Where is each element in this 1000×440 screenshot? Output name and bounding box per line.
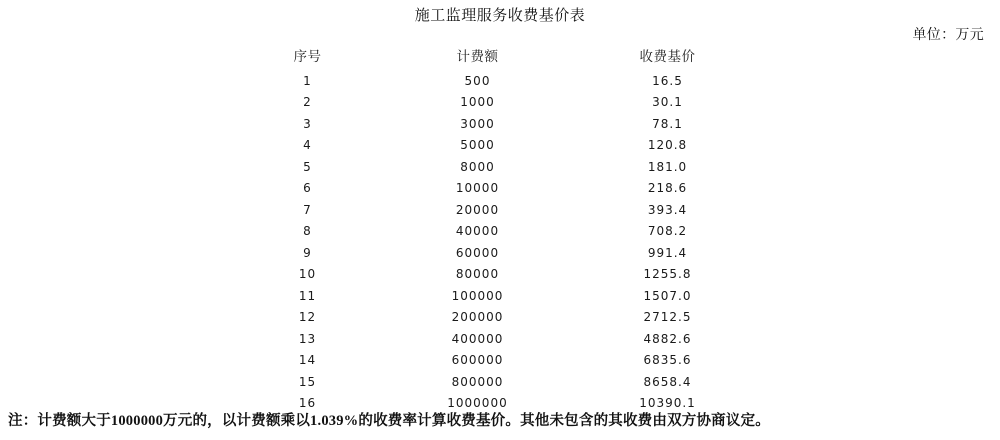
cell-base-fee: 120.8 xyxy=(647,138,688,152)
table-row xyxy=(235,307,760,329)
table-row xyxy=(235,243,760,265)
column-header-base-fee: 收费基价 xyxy=(639,49,696,64)
cell-index: 16 xyxy=(298,396,317,410)
cell-index: 7 xyxy=(303,202,312,217)
table-row xyxy=(235,350,760,372)
cell-base-fee: 181.0 xyxy=(647,159,688,174)
table-row xyxy=(235,178,760,200)
unit-label: 单位：万元 xyxy=(912,28,984,43)
table-note: 注：计费额大于1000000万元的，以计费额乘以1.039%的收费率计算收费基价。其他未包含的其收费由双方协商议定。 xyxy=(8,413,770,429)
cell-amount: 500 xyxy=(464,73,491,88)
table-row xyxy=(235,372,760,394)
cell-amount: 200000 xyxy=(451,310,504,324)
cell-index: 2 xyxy=(303,95,312,109)
cell-base-fee: 708.2 xyxy=(647,224,688,238)
cell-base-fee: 1507.0 xyxy=(643,288,692,303)
cell-index: 12 xyxy=(298,310,317,324)
cell-amount: 1000 xyxy=(460,95,495,109)
cell-amount: 600000 xyxy=(451,353,504,367)
cell-amount: 10000 xyxy=(455,181,500,195)
table-header-row xyxy=(235,46,760,71)
cell-base-fee: 991.4 xyxy=(647,245,688,260)
cell-index: 11 xyxy=(298,288,317,303)
table-row xyxy=(235,114,760,136)
cell-index: 10 xyxy=(298,267,317,281)
cell-index: 6 xyxy=(303,181,312,195)
cell-amount: 800000 xyxy=(451,374,504,389)
cell-amount: 60000 xyxy=(455,245,500,260)
cell-base-fee: 10390.1 xyxy=(639,396,696,410)
table-row xyxy=(235,200,760,222)
cell-amount: 40000 xyxy=(455,224,500,238)
table-row xyxy=(235,135,760,157)
cell-amount: 3000 xyxy=(460,116,495,131)
cell-base-fee: 6835.6 xyxy=(643,353,692,367)
cell-index: 1 xyxy=(303,73,312,88)
table-row xyxy=(235,264,760,286)
table-row xyxy=(235,92,760,114)
cell-index: 13 xyxy=(298,331,317,346)
cell-amount: 80000 xyxy=(455,267,500,281)
cell-base-fee: 393.4 xyxy=(647,202,688,217)
cell-amount: 20000 xyxy=(455,202,500,217)
cell-base-fee: 8658.4 xyxy=(643,374,692,389)
cell-amount: 100000 xyxy=(451,288,504,303)
cell-amount: 400000 xyxy=(451,331,504,346)
cell-index: 8 xyxy=(303,224,312,238)
table-row xyxy=(235,286,760,308)
column-header-index: 序号 xyxy=(293,49,322,64)
cell-index: 9 xyxy=(303,245,312,260)
table-row xyxy=(235,329,760,351)
cell-base-fee: 16.5 xyxy=(652,73,683,88)
table-row xyxy=(235,157,760,179)
fee-schedule-table xyxy=(235,46,760,415)
cell-amount: 5000 xyxy=(460,138,495,152)
table-row xyxy=(235,221,760,243)
cell-amount: 8000 xyxy=(460,159,495,174)
cell-index: 5 xyxy=(303,159,312,174)
table-row xyxy=(235,71,760,93)
cell-base-fee: 1255.8 xyxy=(643,267,692,281)
cell-base-fee: 78.1 xyxy=(652,116,683,131)
cell-base-fee: 4882.6 xyxy=(643,331,692,346)
cell-index: 3 xyxy=(303,116,312,131)
cell-index: 15 xyxy=(298,374,317,389)
page-title: 施工监理服务收费基价表 xyxy=(414,8,586,24)
cell-base-fee: 30.1 xyxy=(652,95,683,109)
cell-base-fee: 2712.5 xyxy=(643,310,692,324)
cell-index: 14 xyxy=(298,353,317,367)
cell-amount: 1000000 xyxy=(447,396,508,410)
table-body xyxy=(235,71,760,415)
cell-index: 4 xyxy=(303,138,312,152)
cell-base-fee: 218.6 xyxy=(647,181,688,195)
column-header-amount: 计费额 xyxy=(456,49,499,64)
